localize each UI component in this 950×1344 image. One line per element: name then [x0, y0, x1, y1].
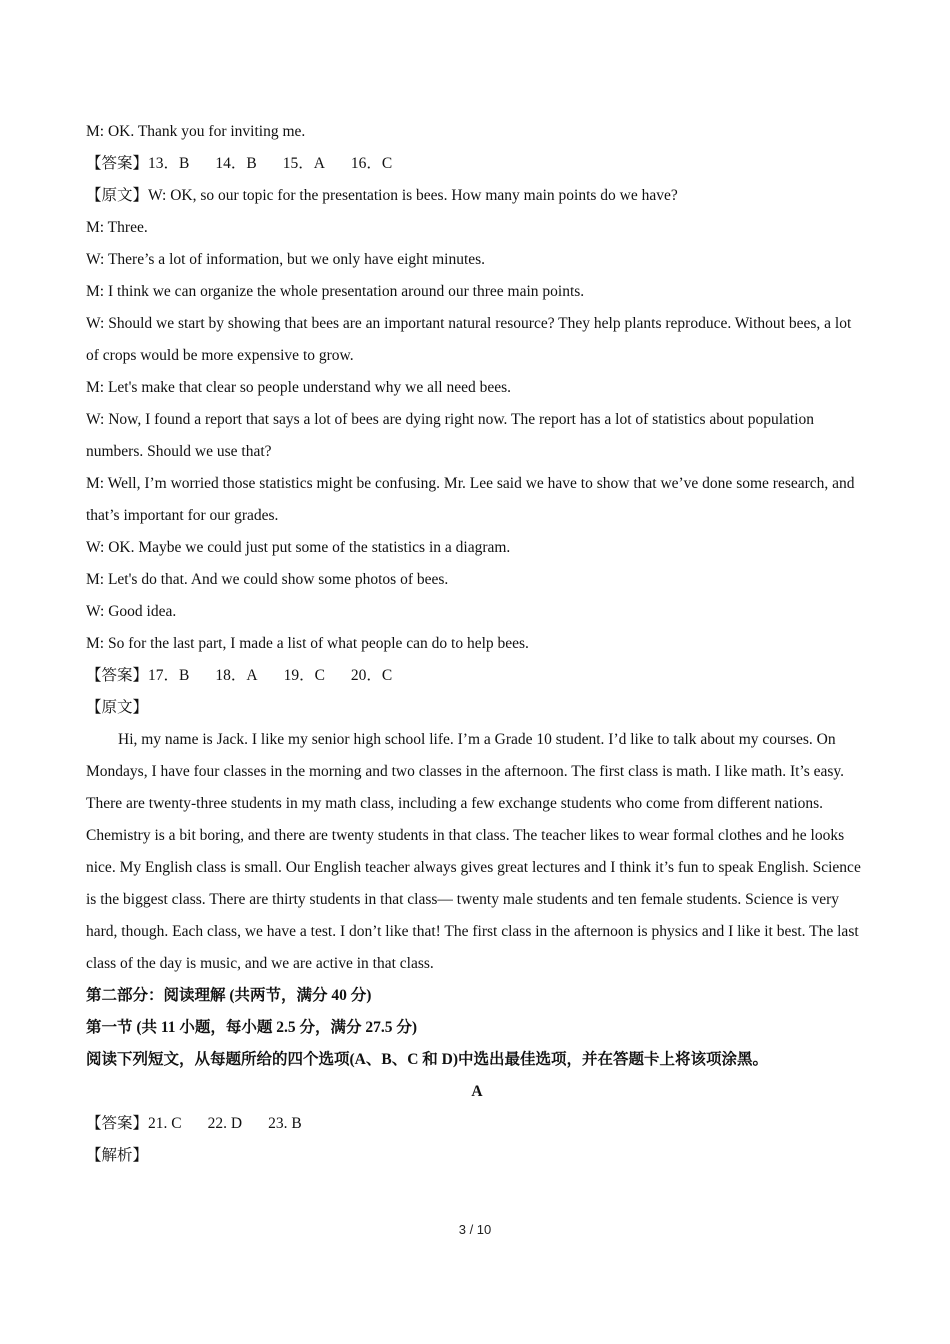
analysis-label: 【解析】: [86, 1147, 149, 1164]
answer-item: 13．B: [148, 155, 190, 172]
answer-row-1: [86, 148, 868, 180]
answer-item: 23. B: [268, 1115, 302, 1132]
dialogue-line: W: OK. Maybe we could just put some of the statistics in a diagram.: [86, 539, 511, 556]
dialogue-line: M: Let's make that clear so people understand why we all need bees.: [86, 379, 512, 396]
dialogue-line: M: OK. Thank you for inviting me.: [86, 123, 306, 140]
answer-item: 19．C: [283, 667, 325, 684]
dialogue-line: 【原文】W: OK, so our topic for the presentation is bees. How many main points do we have?: [86, 187, 678, 204]
document-page: [86, 116, 868, 1172]
dialogue-line: M: Three.: [86, 219, 148, 236]
transcript-label: 【原文】: [86, 699, 149, 716]
dialogue-line: W: There’s a lot of information, but we only have eight minutes.: [86, 251, 486, 268]
dialogue-line: W: Now, I found a report that says a lot of bees are dying right now. The report has a lot of statistics about population numbers. Should we use that?: [86, 411, 815, 460]
answer-item: 20．C: [350, 667, 393, 684]
dialogue-line: M: Well, I’m worried those statistics might be confusing. Mr. Lee said we have to show that we’ve done some research, and that’s important for our grades.: [86, 475, 855, 524]
dialogue-line: M: Let's do that. And we could show some photos of bees.: [86, 571, 449, 588]
answer-label: 【答案】: [86, 155, 149, 172]
section-heading: 第二部分：阅读理解 (共两节，满分 40 分): [86, 987, 372, 1004]
transcript-paragraph: Hi, my name is Jack. I like my senior high school life. I’m a Grade 10 student. I’d like to talk about my courses. On Mondays, I have four classes in the morning and two classes in the afternoon. The first class is math. I like math. It’s easy. There are twenty-three students in my math class, including a few exchange students who come from different nations. Chemistry is a bit boring, and there are twenty students in that class. The teacher likes to wear formal clothes and he looks nice. My English class is small. Our English teacher always gives great lectures and I think it’s fun to speak English. Science is the biggest class. There are thirty students in that class— twenty male students and ten female students. Science is very hard, though. Each class, we have a test. I don’t like that! The first class in the afternoon is physics and I like it best. The last class of the day is music, and we are active in that class.: [86, 731, 861, 972]
answer-label: 【答案】: [86, 667, 149, 684]
answer-item: 15．A: [282, 155, 325, 172]
instructions: 阅读下列短文，从每题所给的四个选项(A、B、C 和 D)中选出最佳选项，并在答题卡上将该项涂黑。: [86, 1051, 768, 1068]
answer-item: 22. D: [207, 1115, 243, 1132]
passage-letter: A: [471, 1083, 483, 1100]
answer-item: 21. C: [148, 1115, 182, 1132]
dialogue-line: M: So for the last part, I made a list of what people can do to help bees.: [86, 635, 529, 652]
page-number: 3 / 10: [458, 1222, 492, 1237]
dialogue-line: M: I think we can organize the whole presentation around our three main points.: [86, 283, 585, 300]
answer-row-3: [86, 1108, 868, 1140]
answer-label: 【答案】: [86, 1115, 149, 1132]
dialogue-line: W: Should we start by showing that bees are an important natural resource? They help plants reproduce. Without bees, a lot of crops would be more expensive to grow.: [86, 315, 852, 364]
answer-item: 18．A: [215, 667, 258, 684]
dialogue-line: W: Good idea.: [86, 603, 177, 620]
answer-item: 17．B: [148, 667, 190, 684]
subsection-heading: 第一节 (共 11 小题，每小题 2.5 分，满分 27.5 分): [86, 1019, 418, 1036]
answer-row-2: [86, 660, 868, 692]
answer-item: 16．C: [350, 155, 393, 172]
answer-item: 14．B: [215, 155, 257, 172]
